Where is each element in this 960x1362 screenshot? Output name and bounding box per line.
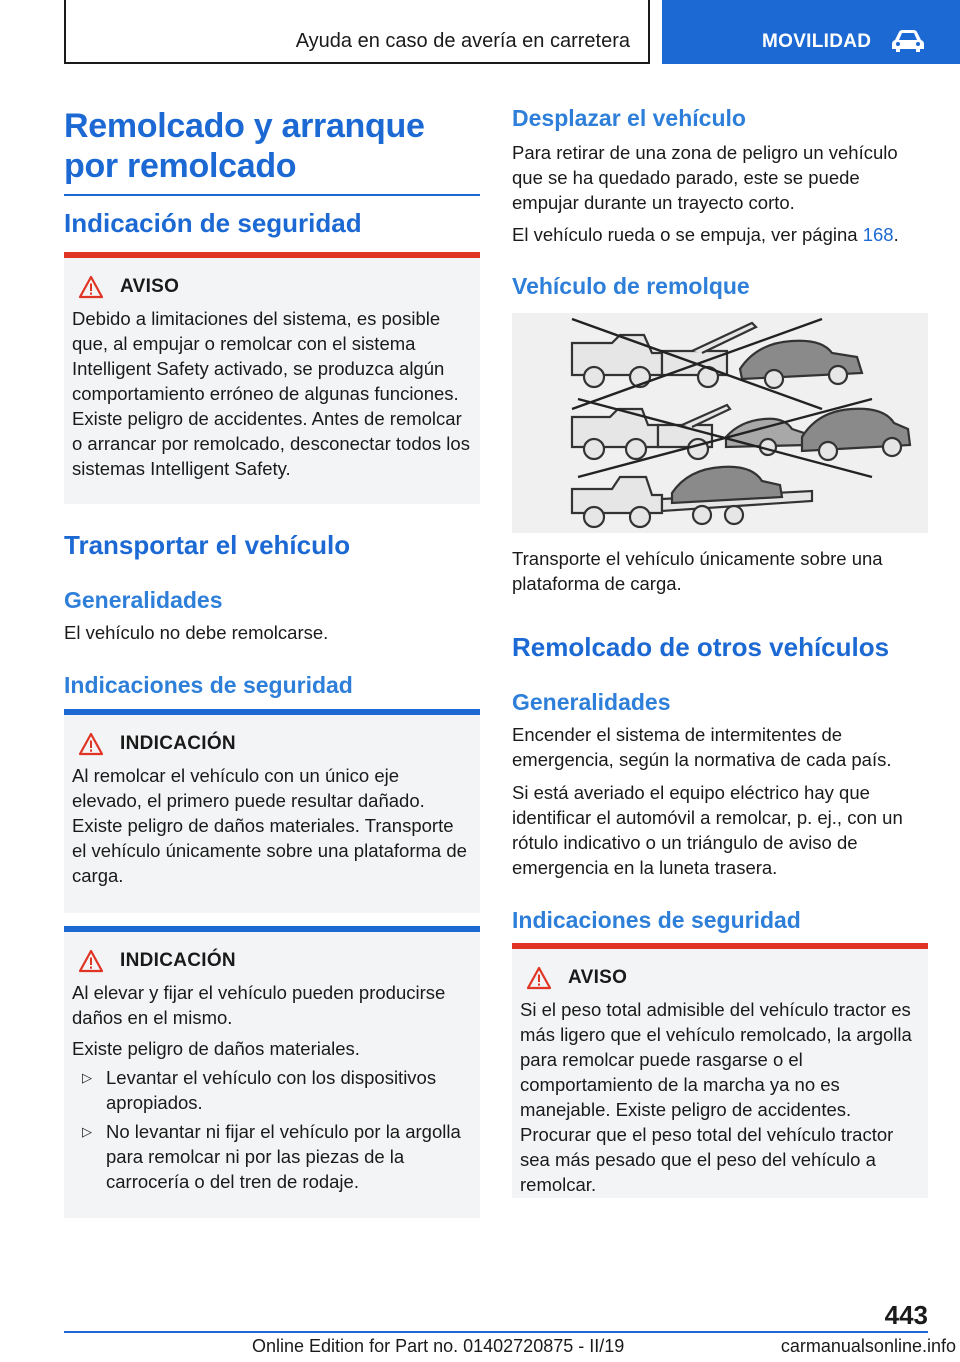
- others-heading: Remolcado de otros vehículos: [512, 632, 890, 662]
- footer-edition: Online Edition for Part no. 01402720875 - II/19: [252, 1336, 625, 1356]
- header-section-title: Ayuda en caso de avería en carretera: [295, 30, 630, 52]
- box-label: INDICACIÓN: [120, 733, 236, 754]
- title-rule: [64, 194, 480, 196]
- footer-site: carmanualsonline.info: [780, 1336, 956, 1356]
- main-title-block: [64, 106, 480, 196]
- header-tab-label: MOVILIDAD: [762, 31, 872, 52]
- page-title: Remolcado y arranque por remolcado: [64, 107, 425, 185]
- page-number: 443: [884, 1300, 928, 1330]
- tow-illustration: [512, 313, 928, 533]
- list-item: [72, 1065, 472, 1115]
- general-heading: Generalidades: [64, 587, 223, 613]
- warning-box-aviso: [64, 252, 480, 504]
- box-text: Si el peso total admisible del vehículo tractor es más ligero que el vehículo remolcado, la argolla para remolcar puede rasgarse o el comportamiento de la marcha ya no es manejable. Existe peligro de accidentes. Procurar que el peso total del vehículo tractor sea más pesado que el peso del vehículo a remolcar.: [520, 999, 912, 1195]
- others-text-1: Encender el sistema de intermitentes de emergencia, según la normativa de cada país.: [512, 724, 892, 770]
- box-text: Al remolcar el vehículo con un único eje elevado, el primero puede resultar dañado. Existe peligro de daños materiales. Transporte el vehículo únicamente sobre una plataforma de carga.: [72, 765, 467, 886]
- header-tab-movilidad[interactable]: [662, 0, 960, 64]
- warning-box-aviso-2: [512, 943, 928, 1198]
- others-indications-heading: Indicaciones de seguridad: [512, 907, 801, 933]
- others-text-2: Si está averiado el equipo eléctrico hay que identificar el automóvil a remolcar, p. ej., con un rótulo indicativo o un triángulo de aviso de emergencia en la luneta trasera.: [512, 782, 903, 878]
- warning-triangle-icon: [78, 275, 104, 299]
- page-ref-link[interactable]: 168: [862, 224, 894, 245]
- bullet-marker: ▷: [82, 1070, 92, 1085]
- bullet-text: Levantar el vehículo con los dispositivos apropiados.: [106, 1067, 437, 1113]
- transport-heading: Transportar el vehículo: [64, 530, 351, 560]
- box-text: Existe peligro de daños materiales.: [72, 1038, 360, 1059]
- move-ref-text: El vehículo rueda o se empuja, ver página: [512, 224, 863, 245]
- others-general-heading: Generalidades: [512, 689, 671, 715]
- move-heading: Desplazar el vehículo: [512, 105, 746, 131]
- warning-triangle-icon: [526, 966, 552, 990]
- notice-box-2: [64, 926, 480, 1218]
- safety-heading: Indicación de seguridad: [64, 208, 362, 238]
- indications-heading: Indicaciones de seguridad: [64, 672, 353, 698]
- move-text: Para retirar de una zona de peligro un vehículo que se ha quedado parado, este se puede empujar durante un trayecto corto.: [512, 142, 898, 213]
- bullet-marker: ▷: [82, 1124, 92, 1139]
- list-item: [72, 1119, 472, 1194]
- tow-heading: Vehículo de remolque: [512, 273, 750, 299]
- box-label: AVISO: [120, 276, 180, 297]
- header-section-box: [64, 0, 650, 64]
- box-label: INDICACIÓN: [120, 950, 236, 971]
- move-ref-end: .: [893, 224, 899, 245]
- tow-caption: Transporte el vehículo únicamente sobre una plataforma de carga.: [512, 548, 883, 594]
- general-text: El vehículo no debe remolcarse.: [64, 622, 329, 643]
- box-label: AVISO: [568, 967, 628, 988]
- warning-triangle-icon: [78, 949, 104, 973]
- car-icon: [890, 28, 926, 54]
- notice-box-1: [64, 709, 480, 913]
- tow-vehicles-image: [512, 313, 928, 533]
- bullet-text: No levantar ni fijar el vehículo por la argolla para remolcar ni por las piezas de la carrocería o del tren de rodaje.: [106, 1121, 461, 1192]
- box-text: Debido a limitaciones del sistema, es posible que, al empujar o remolcar con el sistema Intelligent Safety activado, se produzca algún comportamiento erróneo de algunas funciones. Existe peligro de accidentes. Antes de remolcar o arrancar por remolcado, desconectar todos los sistemas Intelligent Safety.: [72, 308, 470, 479]
- move-ref: [512, 222, 928, 247]
- footer-rule: [64, 1331, 928, 1333]
- warning-triangle-icon: [78, 732, 104, 756]
- box-text: Al elevar y fijar el vehículo pueden producirse daños en el mismo.: [72, 982, 446, 1028]
